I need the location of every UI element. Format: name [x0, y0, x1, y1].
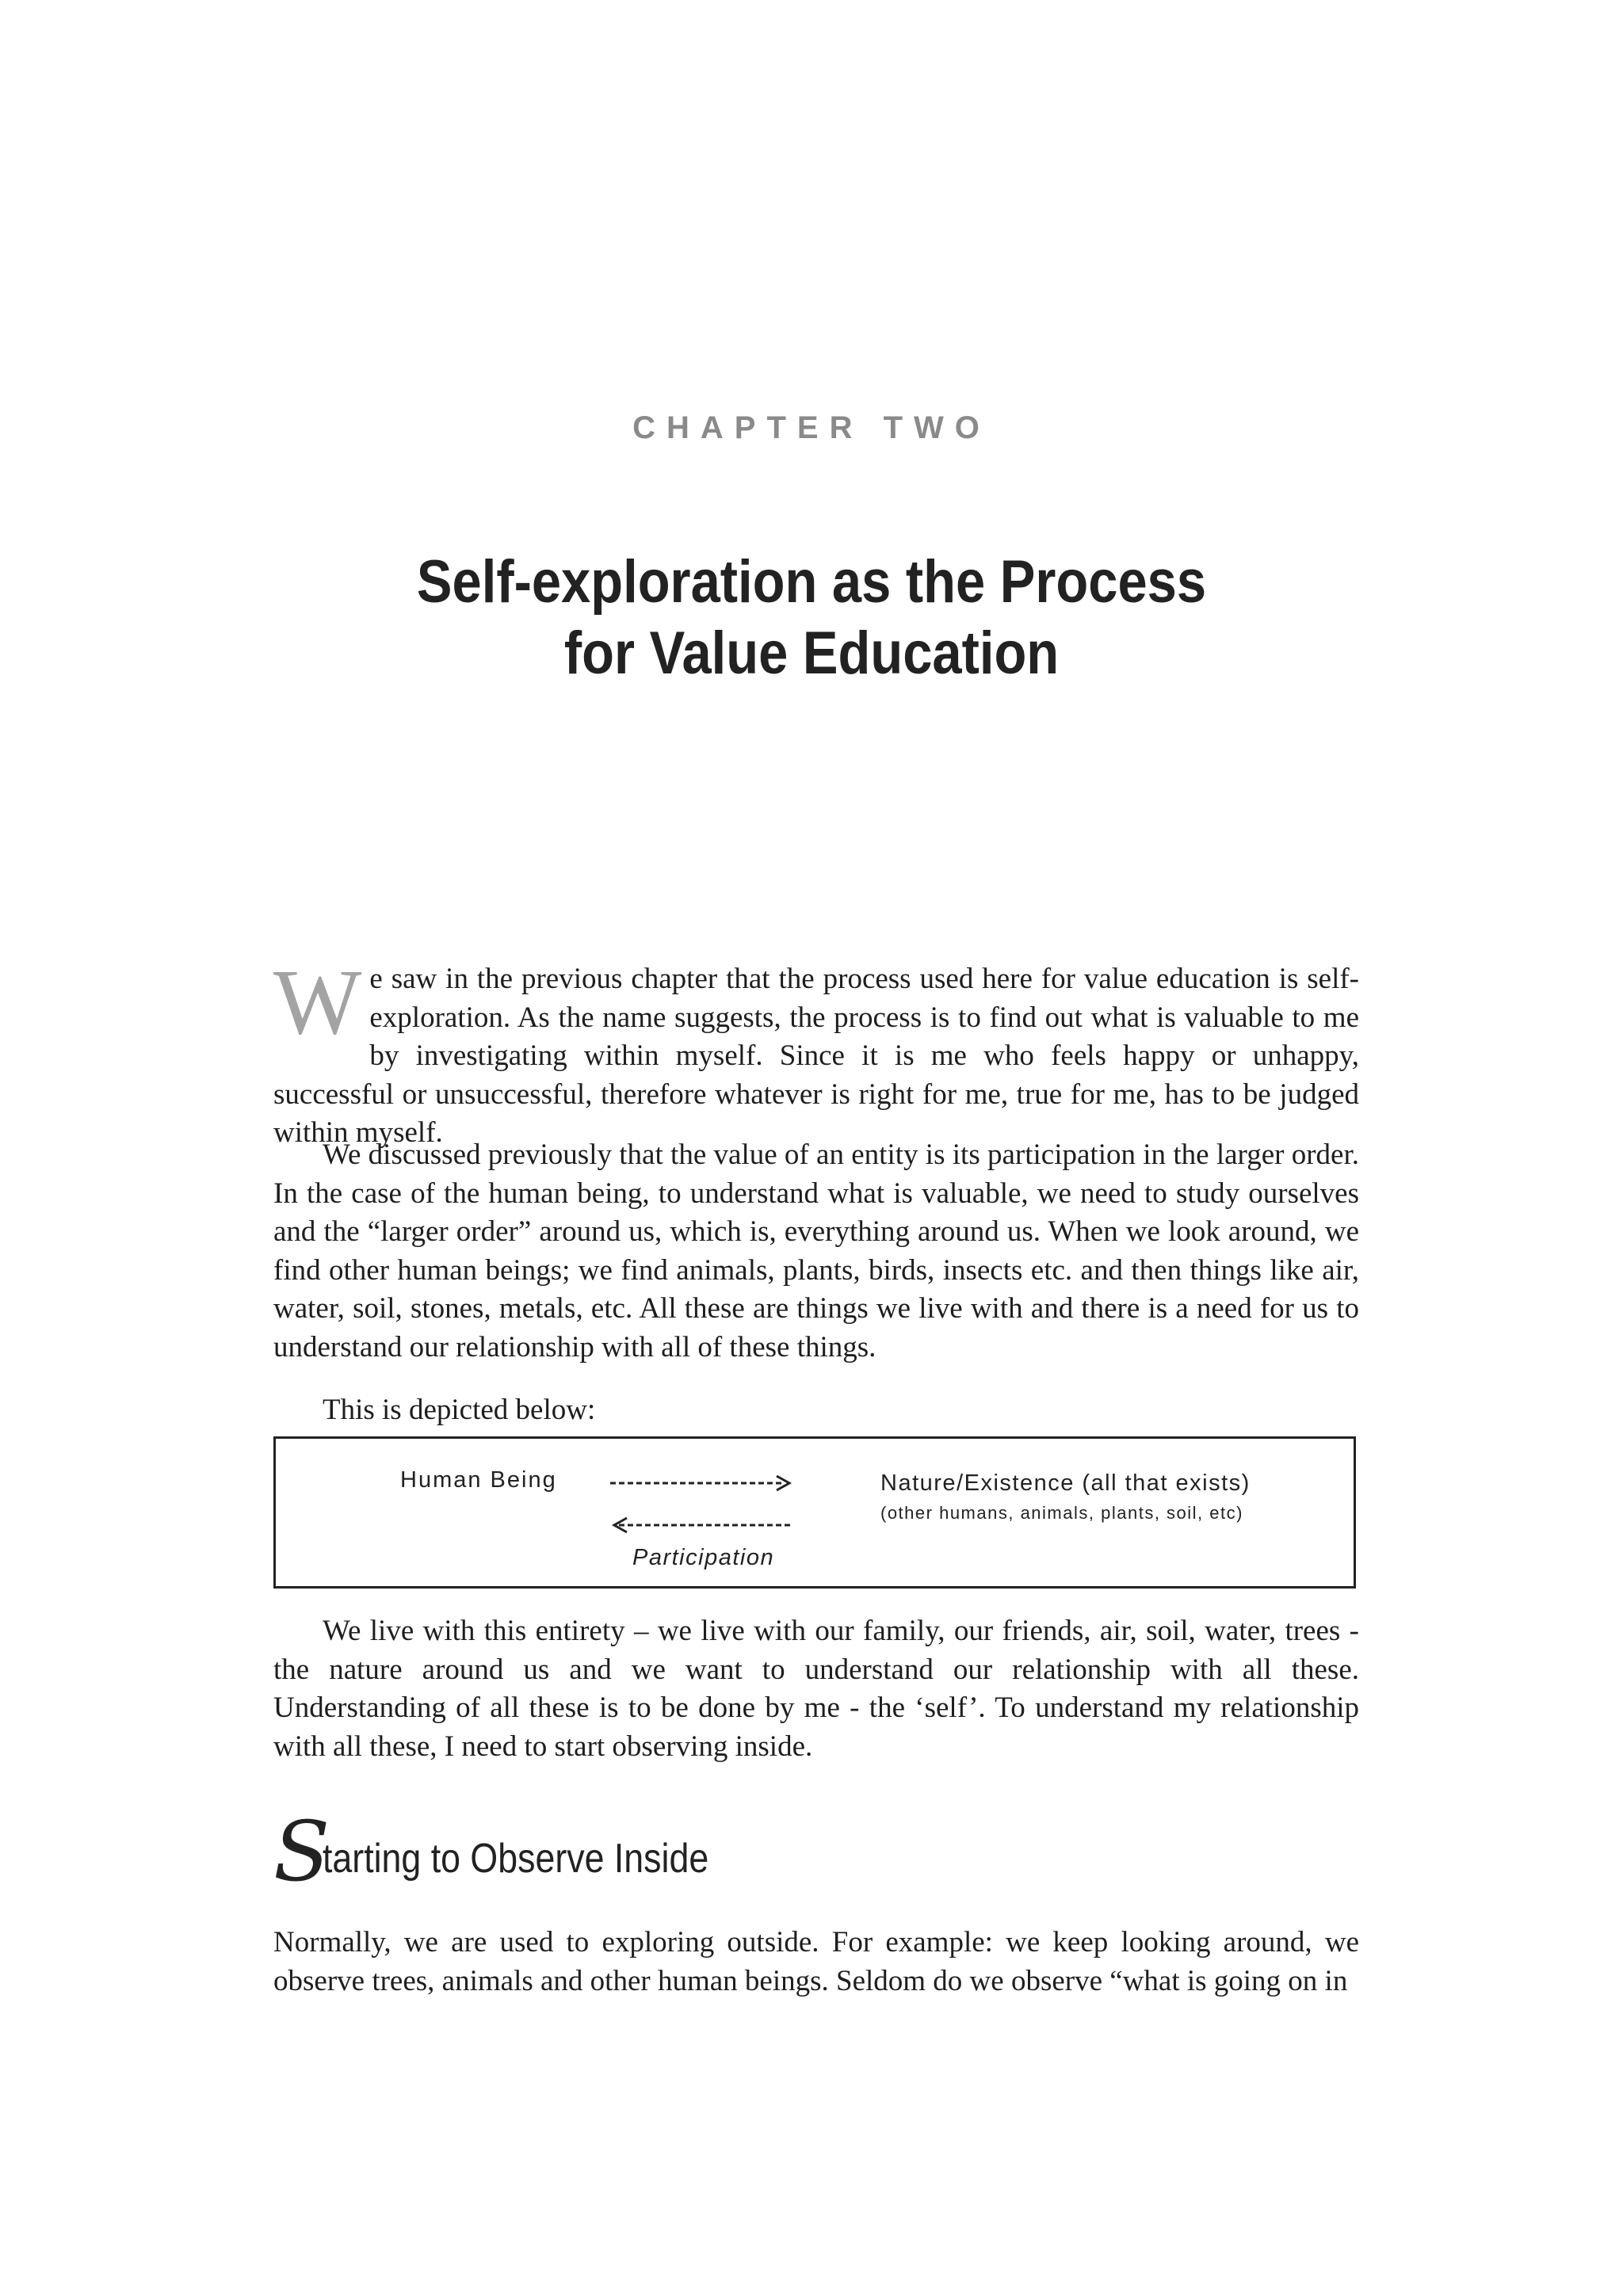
dashed-arrow-left-icon: [609, 1516, 795, 1535]
paragraph-intro-text: e saw in the previous chapter that the process used here for value education is self-exploration. As the name suggests, the process is to find out what is valuable to me by investigating within myself. Since it is me who feels happy or unhappy, successful or unsuccessful, therefore whatever is right for me, true for me, has to be judged within myself.: [273, 963, 1359, 1149]
paragraph-depicted: This is depicted below:: [323, 1394, 596, 1426]
diagram-nature-sublabel: (other humans, animals, plants, soil, etc): [880, 1503, 1243, 1523]
section-heading-initial: S: [273, 1803, 330, 1900]
drop-cap: W: [273, 950, 362, 1054]
diagram-human-being-label: Human Being: [400, 1467, 557, 1493]
participation-diagram: [273, 1436, 1356, 1589]
paragraph-larger-order: We discussed previously that the value of an entity is its participation in the larger order. In the case of the human being, to understand what is valuable, we need to study ourselves and the “larger order” around us, which is, everything around us. When we look around, we find other human beings; we find animals, plants, birds, insects etc. and then things like air, water, soil, stones, metals, etc. All these are things we live with and there is a need for us to understand our relationship with all of these things.: [273, 1138, 1359, 1363]
dashed-arrow-right-icon: [609, 1474, 795, 1493]
chapter-title-line-1: Self-exploration as the Process: [416, 548, 1207, 616]
paragraph-intro: [273, 950, 1359, 1153]
diagram-nature-label: Nature/Existence (all that exists): [880, 1470, 1251, 1496]
chapter-label: CHAPTER TWO: [632, 410, 991, 445]
section-heading-text: tarting to Observe Inside: [323, 1836, 709, 1882]
chapter-title: [97, 547, 1526, 689]
chapter-title-line-2: for Value Education: [563, 620, 1060, 687]
paragraph-observe-outside: Normally, we are used to exploring outside. For example: we keep looking around, we observe trees, animals and other human beings. Seldom do we observe “what is going on in: [273, 1926, 1359, 1997]
paragraph-entirety: We live with this entirety – we live with our family, our friends, air, soil, water, trees - the nature around us and we want to understand our relationship with all these. Understanding of all these is to be done by me - the ‘self’. To understand my relationship with all these, I need to start observing inside.: [273, 1615, 1359, 1763]
diagram-participation-label: Participation: [632, 1545, 775, 1570]
